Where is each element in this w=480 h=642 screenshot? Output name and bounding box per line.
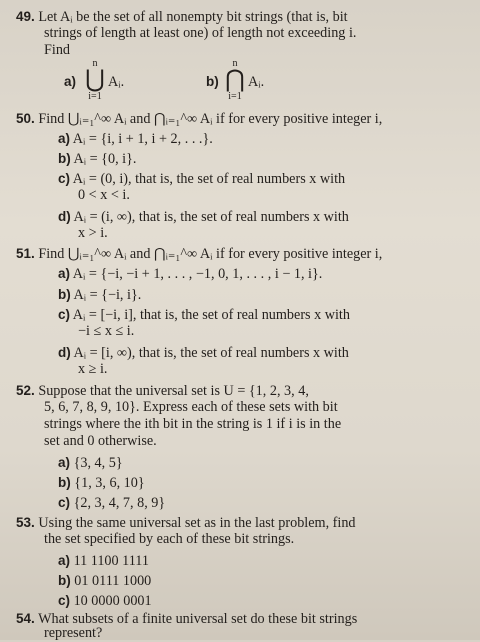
problem-50-part-a — [58, 130, 213, 148]
problem-53-part-b-label: b) — [58, 573, 71, 588]
problem-53-part-b-text: 01 0111 1000 — [74, 573, 152, 589]
problem-51-part-c-text-2: −i ≤ x ≤ i. — [78, 323, 135, 339]
union-icon: ⋃ — [85, 67, 105, 93]
problem-49-part-b-label: b) — [206, 74, 219, 89]
problem-53-part-a-label: a) — [58, 553, 71, 568]
problem-52-part-a — [58, 454, 123, 472]
problem-53-part-c-text: 10 0000 0001 — [73, 593, 152, 609]
problem-49-part-b-term: Aᵢ. — [248, 74, 265, 90]
problem-52-line-2: 5, 6, 7, 8, 9, 10}. Express each of these sets with bit — [44, 399, 338, 415]
problem-53-part-b — [58, 572, 151, 590]
union-upper-limit: n — [92, 58, 98, 69]
problem-54-line-2: represent? — [44, 625, 103, 641]
problem-54-text-1: What subsets of a finite universal set do these bit strings — [38, 611, 358, 627]
problem-53-part-c-label: c) — [58, 593, 71, 608]
problem-52-part-c-text: {2, 3, 4, 7, 8, 9} — [73, 495, 166, 511]
problem-50-part-d-text-1: Aᵢ = (i, ∞), that is, the set of real numbers x with — [73, 209, 349, 225]
intersection-upper-limit: n — [232, 58, 238, 69]
problem-51-part-d-label: d) — [58, 345, 71, 360]
problem-50-part-a-text: Aᵢ = {i, i + 1, i + 2, . . .}. — [72, 131, 213, 147]
problem-51-part-a — [58, 265, 322, 283]
union-lower-limit: i=1 — [88, 91, 102, 102]
problem-53-text-1: Using the same universal set as in the last problem, find — [38, 515, 356, 531]
problem-49-text-1: Let Aᵢ be the set of all nonempty bit strings (that is, bit — [38, 9, 348, 25]
problem-51-part-c — [58, 306, 350, 324]
problem-50-part-d — [58, 208, 349, 226]
problem-49-part-a-term: Aᵢ. — [108, 74, 125, 90]
problem-51-part-b — [58, 286, 141, 304]
problem-50-part-a-label: a) — [58, 131, 71, 146]
problem-51-part-d-text-2: x ≥ i. — [78, 361, 108, 377]
problem-52-text-1: Suppose that the universal set is U = {1, 2, 3, 4, — [38, 383, 309, 399]
problem-50-part-b-label: b) — [58, 151, 71, 166]
problem-51-part-c-text-1: Aᵢ = [−i, i], that is, the set of real numbers x with — [72, 307, 350, 323]
problem-51-part-d-text-1: Aᵢ = [i, ∞), that is, the set of real numbers x with — [73, 345, 349, 361]
problem-53-part-a-text: 11 1100 1111 — [73, 553, 149, 569]
intersection-lower-limit: i=1 — [228, 91, 242, 102]
problem-49-part-a-label: a) — [64, 74, 77, 89]
problem-49-intersection-operator — [224, 58, 246, 102]
problem-50-part-b-text: Aᵢ = {0, i}. — [73, 151, 137, 167]
problem-54-number: 54. — [16, 611, 35, 626]
problem-49-line-2: strings of length at least one) of length not exceeding i. — [44, 25, 357, 41]
problem-50-part-c-text-1: Aᵢ = (0, i), that is, the set of real numbers x with — [72, 171, 346, 187]
problem-50-part-c-label: c) — [58, 171, 71, 186]
problem-50-stem-text: Find ⋃ᵢ₌₁^∞ Aᵢ and ⋂ᵢ₌₁^∞ Aᵢ if for every positive integer i, — [38, 111, 383, 127]
problem-52-part-a-label: a) — [58, 455, 71, 470]
problem-50-part-b — [58, 150, 136, 168]
problem-52-part-b — [58, 474, 145, 492]
problem-51-number: 51. — [16, 246, 35, 261]
problem-50-part-c-text-2: 0 < x < i. — [78, 187, 130, 203]
problem-52-part-b-label: b) — [58, 475, 71, 490]
problem-53-line-2: the set specified by each of these bit strings. — [44, 531, 295, 547]
problem-50-part-d-label: d) — [58, 209, 71, 224]
problem-53-line-1 — [16, 514, 356, 532]
problem-50-number: 50. — [16, 111, 35, 126]
problem-49-number: 49. — [16, 9, 35, 24]
problem-51-part-a-label: a) — [58, 266, 71, 281]
problem-52-line-3: strings where the ith bit in the string is 1 if i is in the — [44, 416, 342, 432]
problem-51-stem-text: Find ⋃ᵢ₌₁^∞ Aᵢ and ⋂ᵢ₌₁^∞ Aᵢ if for every positive integer i, — [38, 246, 383, 262]
problem-50-part-c — [58, 170, 345, 188]
problem-53-number: 53. — [16, 515, 35, 530]
problem-52-part-a-text: {3, 4, 5} — [73, 455, 123, 471]
problem-51-part-b-text: Aᵢ = {−i, i}. — [73, 287, 142, 303]
problem-52-part-c — [58, 494, 165, 512]
problem-51-part-d — [58, 344, 349, 362]
problem-51-part-a-text: Aᵢ = {−i, −i + 1, . . . , −1, 0, 1, . . . , i − 1, i}. — [72, 266, 323, 282]
problem-50-part-d-text-2: x > i. — [78, 225, 108, 241]
problem-49-line-1 — [16, 8, 348, 26]
problem-52-part-c-label: c) — [58, 495, 71, 510]
problem-49-line-3: Find — [44, 42, 71, 58]
problem-52-number: 52. — [16, 383, 35, 398]
problem-50-stem — [16, 110, 382, 128]
problem-51-stem — [16, 245, 382, 263]
problem-51-part-c-label: c) — [58, 307, 71, 322]
intersection-icon: ⋂ — [225, 67, 245, 93]
problem-52-line-4: set and 0 otherwise. — [44, 433, 157, 449]
problem-52-part-b-text: {1, 3, 6, 10} — [74, 475, 145, 491]
problem-51-part-b-label: b) — [58, 287, 71, 302]
problem-53-part-a — [58, 552, 149, 570]
problem-49-union-operator — [84, 58, 106, 102]
problem-52-line-1 — [16, 382, 309, 400]
problem-53-part-c — [58, 592, 152, 610]
